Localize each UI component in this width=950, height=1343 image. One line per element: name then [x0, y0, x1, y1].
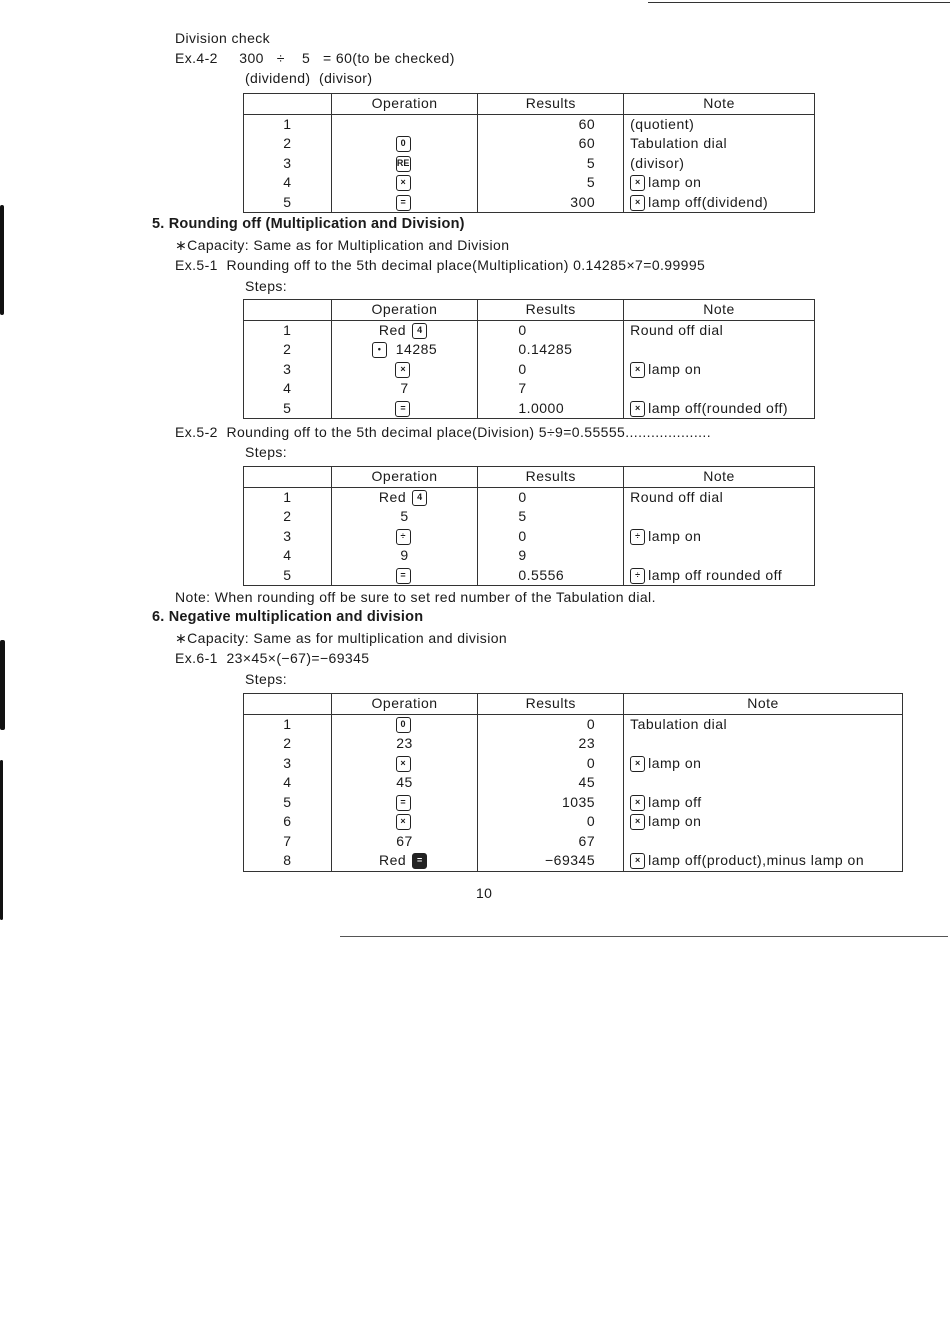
- table-row: [244, 399, 815, 419]
- note-cell: [624, 193, 815, 213]
- calculator-key-icon: ×: [396, 175, 411, 191]
- result-cell: 0: [478, 527, 624, 547]
- note-cell: [624, 379, 815, 399]
- result-cell: 60: [478, 134, 624, 154]
- column-header: Operation: [331, 694, 478, 715]
- note-cell: [624, 832, 903, 852]
- result-cell: 67: [478, 832, 624, 852]
- note-cell: [624, 487, 815, 507]
- calculator-key-icon: 4: [412, 490, 427, 506]
- table-row: [244, 134, 815, 154]
- column-header: Operation: [331, 300, 478, 321]
- red-label: Red: [378, 852, 407, 868]
- result-cell: 0: [478, 487, 624, 507]
- step-number: 3: [244, 754, 332, 774]
- red-label: Red: [378, 488, 407, 505]
- operation-value: 14285: [395, 341, 438, 357]
- table-row: [244, 851, 903, 871]
- margin-mark-2: [0, 640, 5, 730]
- step-number: 2: [244, 134, 332, 154]
- calculator-key-icon: =: [396, 195, 411, 211]
- step-number: 4: [244, 173, 332, 193]
- step-number: 6: [244, 812, 332, 832]
- calculator-key-icon: 4: [412, 323, 427, 339]
- table-row: [244, 546, 815, 566]
- operation-cell: [331, 566, 478, 586]
- operation-cell: [331, 487, 478, 507]
- result-cell: 60: [478, 114, 624, 134]
- operation-cell: [331, 320, 478, 340]
- calculator-key-icon: ÷: [396, 529, 411, 545]
- result-cell: 0.14285: [478, 340, 624, 360]
- note-cell: [624, 812, 903, 832]
- operation-cell: [331, 114, 478, 134]
- operation-cell: [331, 754, 478, 774]
- section6-heading: 6. Negative multiplication and division: [152, 609, 424, 625]
- note-cell: [624, 340, 815, 360]
- note-cell: [624, 734, 903, 754]
- note-text: (quotient): [630, 115, 695, 132]
- result-cell: 1035: [478, 793, 624, 813]
- table-row: [244, 360, 815, 380]
- margin-mark-3: [0, 760, 3, 920]
- note-cell: [624, 173, 815, 193]
- table-row: [244, 379, 815, 399]
- result-cell: 0: [478, 812, 624, 832]
- margin-mark-1: [0, 205, 4, 315]
- step-number: 2: [244, 507, 332, 527]
- operation-cell: [331, 193, 478, 213]
- calculator-key-icon: ×: [396, 756, 411, 772]
- operation-cell: [331, 793, 478, 813]
- calculator-key-icon: ×: [396, 814, 411, 830]
- note-cell: [624, 851, 903, 871]
- result-cell: 9: [478, 546, 624, 566]
- note-cell: [624, 154, 815, 174]
- calculator-key-icon: 0: [396, 136, 411, 152]
- column-header: Operation: [331, 467, 478, 488]
- division-check-title: Division check: [175, 30, 271, 46]
- division-check-table: [243, 93, 815, 213]
- step-number: 4: [244, 379, 332, 399]
- note-text: lamp on: [648, 813, 702, 829]
- operation-cell: [331, 734, 478, 754]
- column-header: Note: [624, 94, 815, 115]
- column-header: Note: [624, 300, 815, 321]
- table-row: [244, 340, 815, 360]
- operation-value: 67: [396, 832, 413, 849]
- note-text: lamp on: [648, 174, 702, 190]
- result-cell: 0: [478, 714, 624, 734]
- table-row: [244, 773, 903, 793]
- ex6-1-steps-label: Steps:: [245, 671, 288, 687]
- operation-value: 23: [396, 735, 413, 751]
- operation-cell: [331, 507, 478, 527]
- note-text: lamp on: [648, 754, 702, 771]
- lamp-key-icon: ÷: [630, 568, 645, 584]
- note-cell: [624, 546, 815, 566]
- step-number: 4: [244, 546, 332, 566]
- operation-cell: [331, 134, 478, 154]
- note-text: Tabulation dial: [630, 135, 728, 151]
- step-number: 7: [244, 832, 332, 852]
- note-text: lamp on: [648, 360, 702, 377]
- table-row: [244, 154, 815, 174]
- operation-value: 45: [396, 774, 413, 790]
- table-row: [244, 793, 903, 813]
- column-header: Results: [478, 300, 624, 321]
- table-header-row: [244, 94, 815, 115]
- note-text: lamp off(product),minus lamp on: [648, 852, 865, 868]
- bottom-rule: [340, 936, 948, 937]
- calculator-key-icon: =: [412, 853, 427, 869]
- note-text: Tabulation dial: [630, 715, 728, 732]
- calculator-key-icon: 0: [396, 717, 411, 733]
- note-cell: [624, 714, 903, 734]
- lamp-key-icon: ×: [630, 853, 645, 869]
- section5-capacity: ∗Capacity: Same as for Multiplication and Division: [175, 237, 510, 253]
- step-number: 5: [244, 193, 332, 213]
- note-cell: [624, 360, 815, 380]
- ex5-2-steps-label: Steps:: [245, 444, 288, 460]
- column-header: Results: [478, 467, 624, 488]
- note-cell: [624, 773, 903, 793]
- calculator-key-icon: •: [372, 342, 387, 358]
- step-number: 5: [244, 399, 332, 419]
- result-cell: 7: [478, 379, 624, 399]
- note-cell: [624, 134, 815, 154]
- column-header: [244, 694, 332, 715]
- result-cell: 300: [478, 193, 624, 213]
- note-cell: [624, 566, 815, 586]
- note-text: lamp off: [648, 793, 702, 810]
- note-cell: [624, 114, 815, 134]
- operation-value: 5: [400, 508, 409, 524]
- ex5-1-table: [243, 299, 815, 419]
- column-header: [244, 94, 332, 115]
- table-row: [244, 320, 815, 340]
- table-row: [244, 754, 903, 774]
- calculator-key-icon: =: [396, 795, 411, 811]
- section6-capacity: ∗Capacity: Same as for multiplication and division: [175, 630, 508, 646]
- note-text: lamp off(rounded off): [648, 399, 789, 416]
- note-cell: [624, 507, 815, 527]
- step-number: 8: [244, 851, 332, 871]
- operation-cell: [331, 714, 478, 734]
- operation-cell: [331, 832, 478, 852]
- operation-cell: [331, 546, 478, 566]
- ex5-2-label: Ex.5-2 Rounding off to the 5th decimal place(Division) 5÷9=0.55555....................: [175, 424, 711, 440]
- note-cell: [624, 399, 815, 419]
- division-check-sublabel: (dividend) (divisor): [245, 70, 373, 86]
- result-cell: 5: [478, 173, 624, 193]
- table-row: [244, 832, 903, 852]
- lamp-key-icon: ×: [630, 175, 645, 191]
- result-cell: 0: [478, 754, 624, 774]
- column-header: [244, 467, 332, 488]
- table-header-row: [244, 467, 815, 488]
- column-header: Note: [624, 694, 903, 715]
- note-cell: [624, 320, 815, 340]
- calculator-key-icon: ×: [395, 362, 410, 378]
- page-number: 10: [476, 885, 493, 901]
- table-row: [244, 734, 903, 754]
- note-text: Round off dial: [630, 488, 724, 505]
- note-cell: [624, 527, 815, 547]
- operation-cell: [331, 360, 478, 380]
- section5-note: Note: When rounding off be sure to set red number of the Tabulation dial.: [175, 589, 656, 605]
- note-text: lamp on: [648, 527, 702, 544]
- table-row: [244, 527, 815, 547]
- note-text: (divisor): [630, 154, 685, 171]
- division-check-example: Ex.4-2 300 ÷ 5 = 60(to be checked): [175, 50, 455, 66]
- column-header: Operation: [331, 94, 478, 115]
- lamp-key-icon: ÷: [630, 529, 645, 545]
- note-text: Round off dial: [630, 321, 724, 338]
- ex6-1-table: [243, 693, 903, 872]
- step-number: 2: [244, 734, 332, 754]
- lamp-key-icon: ×: [630, 362, 645, 378]
- step-number: 1: [244, 320, 332, 340]
- table-row: [244, 487, 815, 507]
- ex5-2-table: [243, 466, 815, 586]
- table-row: [244, 812, 903, 832]
- note-cell: [624, 793, 903, 813]
- operation-cell: [331, 812, 478, 832]
- column-header: Results: [478, 94, 624, 115]
- top-edge-line: [648, 2, 950, 3]
- operation-value: 9: [400, 547, 409, 563]
- step-number: 1: [244, 487, 332, 507]
- step-number: 3: [244, 527, 332, 547]
- result-cell: 0: [478, 360, 624, 380]
- result-cell: 0: [478, 320, 624, 340]
- table-row: [244, 114, 815, 134]
- note-text: lamp off(dividend): [648, 193, 769, 210]
- lamp-key-icon: ×: [630, 795, 645, 811]
- step-number: 4: [244, 773, 332, 793]
- table-row: [244, 173, 815, 193]
- table-header-row: [244, 300, 815, 321]
- step-number: 1: [244, 114, 332, 134]
- column-header: Results: [478, 694, 624, 715]
- result-cell: 1.0000: [478, 399, 624, 419]
- calculator-key-icon: =: [395, 401, 410, 417]
- step-number: 1: [244, 714, 332, 734]
- result-cell: 0.5556: [478, 566, 624, 586]
- step-number: 3: [244, 360, 332, 380]
- step-number: 5: [244, 566, 332, 586]
- step-number: 2: [244, 340, 332, 360]
- lamp-key-icon: ×: [630, 195, 645, 211]
- operation-cell: [331, 379, 478, 399]
- column-header: Note: [624, 467, 815, 488]
- result-cell: 5: [478, 154, 624, 174]
- operation-cell: [331, 773, 478, 793]
- operation-value: 7: [400, 380, 409, 396]
- calculator-key-icon: =: [396, 568, 411, 584]
- note-cell: [624, 754, 903, 774]
- table-row: [244, 507, 815, 527]
- result-cell: 5: [478, 507, 624, 527]
- ex6-1-label: Ex.6-1 23×45×(−67)=−69345: [175, 650, 370, 666]
- lamp-key-icon: ×: [630, 756, 645, 772]
- section5-heading: 5. Rounding off (Multiplication and Division): [152, 216, 465, 232]
- red-label: Red: [378, 321, 407, 338]
- ex5-1-steps-label: Steps:: [245, 278, 288, 294]
- result-cell: 45: [478, 773, 624, 793]
- table-header-row: [244, 694, 903, 715]
- calculator-key-icon: RE: [396, 156, 411, 172]
- note-text: lamp off rounded off: [648, 566, 783, 583]
- table-row: [244, 566, 815, 586]
- lamp-key-icon: ×: [630, 401, 645, 417]
- operation-cell: [331, 173, 478, 193]
- ex5-1-label: Ex.5-1 Rounding off to the 5th decimal place(Multiplication) 0.14285×7=0.99995: [175, 257, 706, 273]
- step-number: 3: [244, 154, 332, 174]
- operation-cell: [331, 399, 478, 419]
- step-number: 5: [244, 793, 332, 813]
- lamp-key-icon: ×: [630, 814, 645, 830]
- result-cell: 23: [478, 734, 624, 754]
- operation-cell: [331, 851, 478, 871]
- operation-cell: [331, 154, 478, 174]
- table-row: [244, 714, 903, 734]
- operation-cell: [331, 527, 478, 547]
- result-cell: −69345: [478, 851, 624, 871]
- table-row: [244, 193, 815, 213]
- column-header: [244, 300, 332, 321]
- operation-cell: [331, 340, 478, 360]
